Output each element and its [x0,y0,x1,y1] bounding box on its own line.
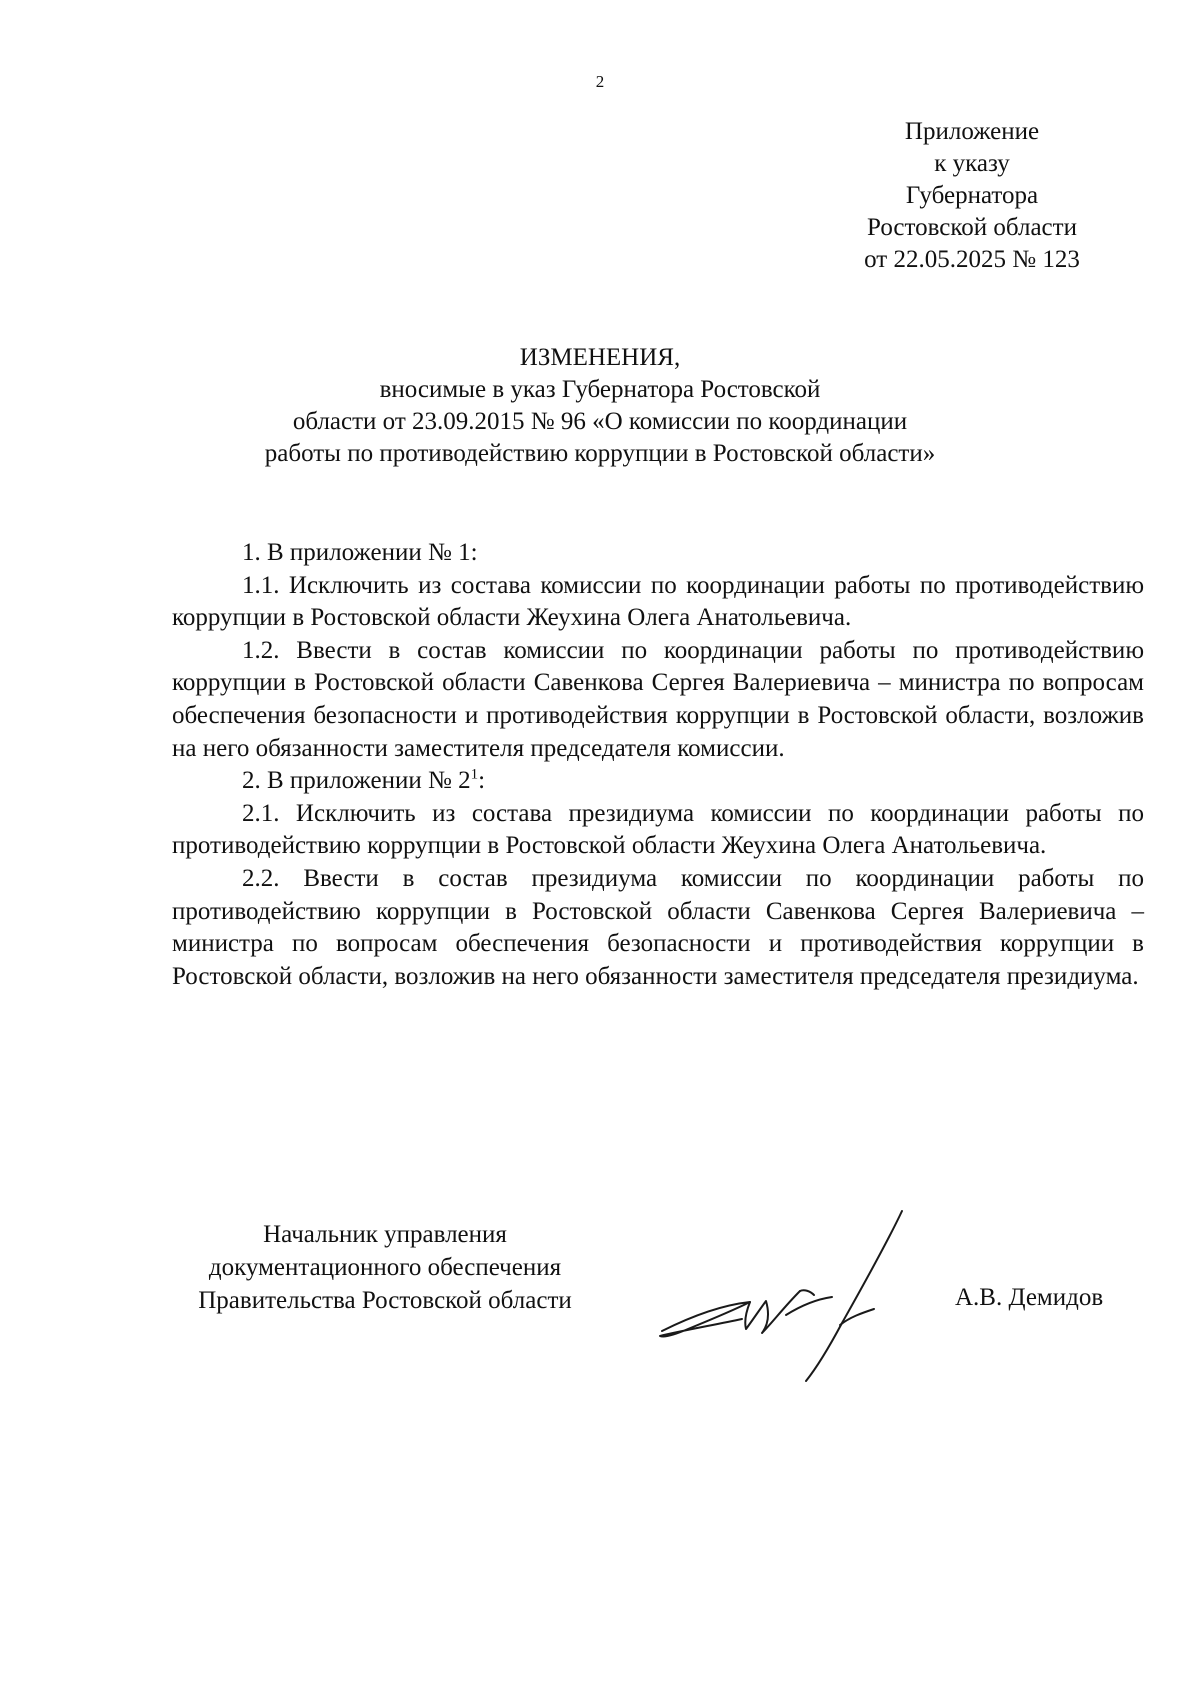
position-line: документационного обеспечения [208,1254,562,1281]
paragraph-2-superscript: 1 [470,766,479,783]
appendix-line: к указу [934,150,1010,177]
paragraph-1-1: 1.1. Исключить из состава комиссии по координации работы по противодействию коррупции в Ростовской области Жеухина Олега Анатольевича. [172,571,1144,632]
handwritten-signature [650,1205,910,1385]
title-line: области от 23.09.2015 № 96 «О комиссии по координации [292,408,908,435]
paragraph-1-2: 1.2. Ввести в состав комиссии по координации работы по противодействию коррупции в Ростовской области Савенкова Сергея Валериевича – министра по вопросам обеспечения безопасности и противодействия коррупции в Ростовской области, возложив на него обязанности заместителя председателя комиссии. [172,636,1144,762]
position-line: Правительства Ростовской области [198,1287,572,1314]
paragraph-2-2: 2.2. Ввести в состав президиума комиссии по координации работы по противодействию коррупции в Ростовской области Савенкова Сергея Валериевича – министра по вопросам обеспечения безопасности и противодействия коррупции в Ростовской области, возложив на него обязанности заместителя председателя президиума. [172,864,1144,990]
appendix-line: Ростовской области [867,214,1077,241]
title-line: вносимые в указ Губернатора Ростовской [379,376,821,403]
document-body [172,537,1144,993]
page-number: 2 [595,72,605,91]
document-title [0,342,1200,470]
position-line: Начальник управления [263,1221,507,1248]
paragraph-2-1: 2.1. Исключить из состава президиума комиссии по координации работы по противодействию коррупции в Ростовской области Жеухина Олега Анатольевича. [172,799,1144,860]
paragraph-2-text: 2. В приложении № 2 [242,767,471,795]
paragraph-2-colon: : [478,767,486,795]
appendix-line: от 22.05.2025 № 123 [864,246,1080,273]
paragraph-1: 1. В приложении № 1: [242,539,478,566]
appendix-line: Приложение [904,118,1040,145]
signatory-position [160,1218,610,1317]
signatory-name: А.В. Демидов [955,1284,1104,1311]
paragraph-2 [172,765,1144,798]
title-heading: ИЗМЕНЕНИЯ, [519,344,681,371]
appendix-line: Губернатора [905,182,1039,209]
title-line: работы по противодействию коррупции в Ростовской области» [264,440,936,467]
appendix-header [842,116,1102,276]
